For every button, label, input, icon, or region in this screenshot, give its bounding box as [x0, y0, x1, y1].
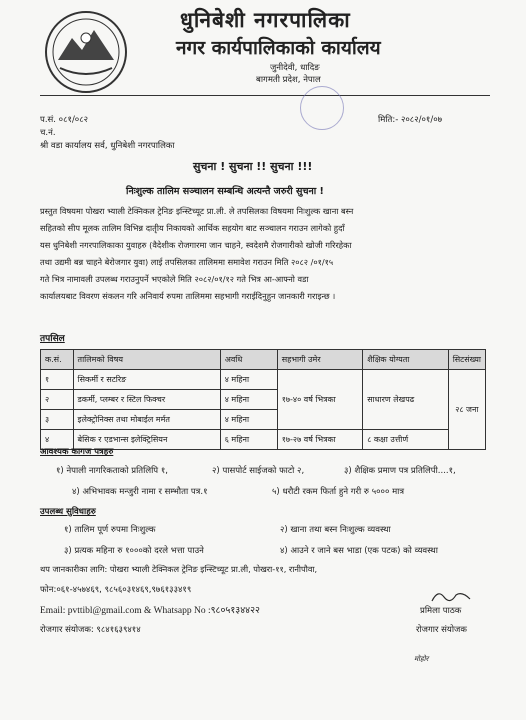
reference-number: प.सं. ०८१/०८२ — [40, 115, 89, 125]
facility-item: १) तालिम पूर्ण रुपमा निःशुल्क — [64, 525, 156, 535]
paragraph-line: यस धुनिबेशी नगरपालिकाका युवाहरु (वैदेशीक रोजगारमा जान चाहने, स्वदेशमै रोजगारीको खोजी गरिरहेका — [40, 240, 352, 250]
table-cell-age: १७-४० वर्ष भित्रका — [277, 370, 362, 430]
table-cell: ४ महिना — [220, 370, 277, 390]
table-header-cell: सहभागी उमेर — [277, 350, 362, 370]
document-item: ३) शैक्षिक प्रमाण पत्र प्रतिलिपी....१, — [344, 466, 456, 476]
notice-title: सुचना ! सुचना !! सुचना !!! — [193, 160, 313, 173]
email-whatsapp: Email: pvttibl@gmail.com & Whatsapp No :९८०५१३४४२२ — [40, 606, 260, 616]
documents-heading: आवश्यक कागज पत्रहरु — [40, 447, 114, 457]
table-cell: ४ महिना — [220, 410, 277, 430]
table-row — [41, 370, 486, 390]
table-cell: २ — [41, 390, 74, 410]
document-item: १) नेपाली नागरिकताको प्रतिलिपि १, — [56, 466, 168, 476]
office-name: नगर कार्यपालिकाको कार्यालय — [176, 37, 381, 59]
signer-name: प्रमिला पाठक — [420, 606, 462, 616]
table-cell: इलेक्ट्रोनिक्स तथा मोबाईल मर्मत — [73, 410, 220, 430]
document-item: ५) धरौटी रकम फिर्ता हुने गरी रु ५००० मात्र — [272, 487, 405, 497]
office-stamp-icon — [300, 86, 344, 130]
tapsil-heading: तपसिल — [40, 334, 65, 344]
document-item: ४) अभिभावक मन्जुरी नामा र सम्भौता पत्र.१ — [72, 487, 208, 497]
table-header-cell: सिटसंख्या — [448, 350, 485, 370]
table-cell-education: ८ कक्षा उत्तीर्ण — [363, 430, 449, 450]
paragraph-line: तथा उद्यमी बन्न चाहने बेरोजगार युवा) लाई तपसिलका तालिममा समावेश गराउन मिति २०८२ /०१/१५ — [40, 257, 334, 267]
recipient: श्री वडा कार्यालय सर्व, धुनिबेशी नगरपालिका — [40, 141, 175, 151]
table-cell: बेसिक र एडभान्स इलेक्ट्रिसियन — [73, 430, 220, 450]
training-table — [40, 349, 486, 450]
phone-numbers: फोन:०६१-४५७४६९, ९८५६०३१४६९,९७६१३३४१९ — [40, 585, 192, 595]
office-province: बागमती प्रदेश, नेपाल — [256, 75, 321, 85]
header-divider — [40, 95, 490, 96]
table-header-cell: तालिमको विषय — [73, 350, 220, 370]
signature-icon — [430, 587, 472, 605]
facility-item: ४) आउने र जाने बस भाडा (एक पटक) को व्यवस्था — [280, 546, 438, 556]
facility-item: २) खाना तथा बस्न निःशुल्क व्यवस्था — [280, 525, 391, 535]
table-cell: १ — [41, 370, 74, 390]
municipality-name: धुनिबेशी नगरपालिका — [180, 8, 351, 32]
table-cell: डकर्मी, प्लम्बर र स्टिल फिक्चर — [73, 390, 220, 410]
letter-date: मिति:- २०८२/०१/०७ — [378, 115, 443, 125]
office-place: जुनीदेवी, धादिङ — [270, 63, 320, 73]
notice-subject: निःशुल्क तालिम सञ्चालन सम्बन्धि अत्यन्तै जरुरी सुचना ! — [126, 186, 324, 197]
coordinator-phone: रोजगार संयोजक: ९८४१६३९४१४ — [40, 625, 141, 635]
signer-initial: मोहोर — [414, 655, 429, 663]
paragraph-line: सहितको सीप मूलक तालिम विभिन्न दातृीय निकायको आर्थिक सहयोग बाट सञ्चालन गराउन लागेको हुदाँ — [40, 223, 345, 233]
table-header-row — [41, 350, 486, 370]
table-cell: ६ महिना — [220, 430, 277, 450]
table-header-cell: शैक्षिक योग्यता — [363, 350, 449, 370]
contact-info: थप जानकारीका लागि: पोखरा भ्याली टेक्निकल ट्रेनिङ इन्स्टिच्यूट प्रा.ली, पोखरा-११, रानीपौवा, — [40, 564, 318, 574]
document-item: २) पासपोर्ट साईजको फाटो २, — [212, 466, 305, 476]
dispatch-number: च.नं. — [40, 128, 56, 138]
table-cell-age: १७-२७ वर्ष भित्रका — [277, 430, 362, 450]
paragraph-line: गते भित्र नामावली उपलब्ध गराउनुपर्ने भएकोले मिति २०८२/०१/१२ गते भित्र आ-आफ्नो वडा — [40, 274, 309, 284]
signer-title: रोजगार संयोजक — [416, 625, 467, 635]
facility-item: ३) प्रत्यक महिना रु १०००को दरले भत्ता पाउने — [64, 546, 204, 556]
municipality-emblem-icon — [40, 8, 132, 96]
table-cell: ३ — [41, 410, 74, 430]
table-cell: ४ महिना — [220, 390, 277, 410]
table-cell-seats: २८ जना — [448, 370, 485, 450]
table-header-cell: क.सं. — [41, 350, 74, 370]
table-header-cell: अवधि — [220, 350, 277, 370]
paragraph-line: प्रस्तुत विषयमा पोखरा भ्याली टेक्निकल ट्रेनिङ इन्स्टिच्यूट प्रा.ली. ले तपसिलका विषयमा निःशुल्क खाना बस्न — [40, 206, 354, 216]
table-cell: सिकर्मी र सटरिङ — [73, 370, 220, 390]
table-cell-education: साधारण लेखपढ — [363, 370, 449, 430]
facilities-heading: उपलब्ध सुविधाहरु — [40, 507, 96, 517]
table-cell: ४ — [41, 430, 74, 450]
paragraph-line: कार्यालयबाट विवरण संकलन गरि अनिवार्य रुपमा तालिममा सहभागी गराईदिनुहुन जानकारी गराइन्छ । — [40, 291, 336, 301]
